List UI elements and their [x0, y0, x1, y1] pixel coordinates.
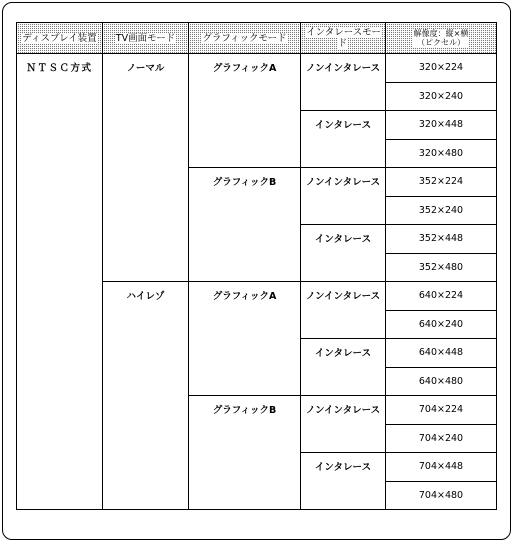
resolution-cell: 352×448 — [386, 225, 497, 254]
graphic-mode-b: グラフィックB — [189, 168, 301, 282]
resolution-cell: 640×224 — [386, 282, 497, 311]
tv-mode-hires: ハイレゾ — [103, 282, 189, 510]
header-tv-mode: TV画面モード — [103, 23, 189, 54]
resolution-cell: 704×240 — [386, 424, 497, 453]
resolution-cell: 352×480 — [386, 253, 497, 282]
interlace-mode-non: ノンインタレース — [301, 54, 386, 111]
resolution-cell: 320×480 — [386, 139, 497, 168]
resolution-cell: 640×448 — [386, 339, 497, 368]
header-row — [17, 23, 497, 54]
interlace-mode-on: インタレース — [301, 225, 386, 282]
resolution-cell: 640×240 — [386, 310, 497, 339]
header-resolution — [386, 23, 497, 54]
table-row — [17, 54, 497, 83]
resolution-cell: 640×480 — [386, 367, 497, 396]
graphic-mode-b: グラフィックB — [189, 396, 301, 510]
resolution-cell: 320×224 — [386, 54, 497, 83]
resolution-cell: 704×224 — [386, 396, 497, 425]
interlace-mode-on: インタレース — [301, 111, 386, 168]
header-interlace-mode: インタレースモード — [301, 23, 386, 54]
interlace-mode-non: ノンインタレース — [301, 396, 386, 453]
interlace-mode-on: インタレース — [301, 339, 386, 396]
header-resolution-line1: 解像度：縦×横 — [413, 28, 469, 38]
resolution-cell: 704×480 — [386, 481, 497, 510]
resolution-table — [16, 22, 497, 510]
resolution-cell: 352×240 — [386, 196, 497, 225]
resolution-cell: 320×240 — [386, 82, 497, 111]
header-graphic-mode: グラフィックモード — [189, 23, 301, 54]
interlace-mode-non: ノンインタレース — [301, 168, 386, 225]
graphic-mode-a: グラフィックA — [189, 54, 301, 168]
display-system-cell: ＮＴＳＣ方式 — [17, 54, 103, 510]
tv-mode-normal: ノーマル — [103, 54, 189, 282]
interlace-mode-non: ノンインタレース — [301, 282, 386, 339]
header-display: ディスプレイ装置 — [17, 23, 103, 54]
header-resolution-line2: （ピクセル） — [416, 37, 465, 47]
resolution-cell: 320×448 — [386, 111, 497, 140]
interlace-mode-on: インタレース — [301, 453, 386, 510]
resolution-cell: 704×448 — [386, 453, 497, 482]
resolution-cell: 352×224 — [386, 168, 497, 197]
graphic-mode-a: グラフィックA — [189, 282, 301, 396]
